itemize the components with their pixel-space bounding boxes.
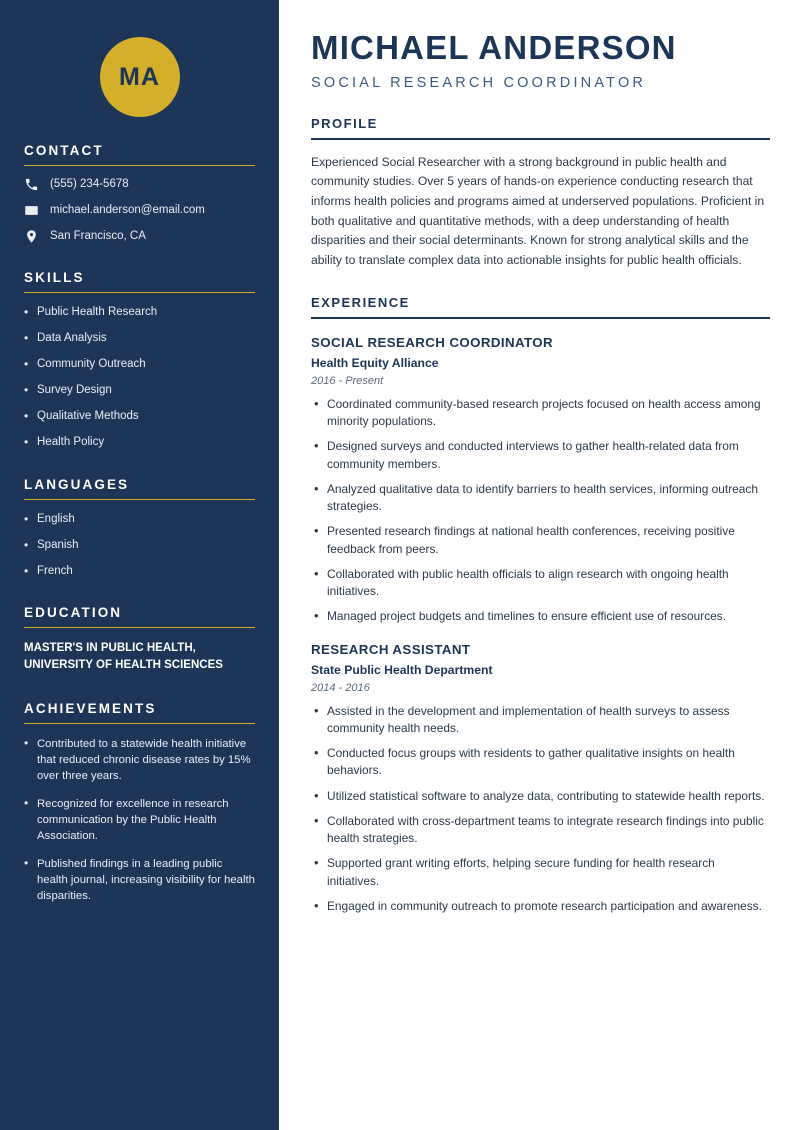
list-item: • Published findings in a leading public health journal, increasing visibility for health disparities. [24, 856, 255, 904]
contact-email-value: michael.anderson@email.com [50, 204, 205, 216]
profile-divider [311, 138, 770, 140]
list-item: • English [24, 512, 255, 528]
experience-section [311, 295, 770, 915]
page-title: MICHAEL ANDERSON [311, 29, 677, 66]
experience-bullets [311, 396, 770, 626]
contact-heading: CONTACT [24, 143, 104, 158]
profile-heading: PROFILE [311, 116, 378, 132]
education-degree [24, 640, 255, 675]
sidebar [0, 0, 279, 1130]
experience-bullets [311, 703, 770, 916]
contact-divider [24, 165, 255, 166]
list-item: • Health Policy [24, 435, 255, 451]
skills-section [24, 270, 255, 451]
phone-icon [24, 177, 39, 192]
list-item: • Coordinated community-based research projects focused on health access among minority populations. [311, 396, 770, 431]
list-item: • Collaborated with public health officials to align research with ongoing health initiatives. [311, 566, 770, 601]
education-heading: EDUCATION [24, 605, 123, 621]
experience-job-title: RESEARCH ASSISTANT [311, 641, 471, 657]
languages-section [24, 477, 255, 580]
experience-company: State Public Health Department [311, 662, 493, 677]
list-item: • Public Health Research [24, 305, 255, 321]
list-item: • Utilized statistical software to analyze data, contributing to statewide health reports. [311, 788, 770, 805]
list-item: • Supported grant writing efforts, helping secure funding for health research initiatives. [311, 855, 770, 890]
experience-entry [311, 642, 770, 916]
languages-heading: LANGUAGES [24, 476, 130, 492]
languages-divider [24, 499, 255, 500]
languages-list [24, 512, 255, 580]
list-item: • Engaged in community outreach to promote research participation and awareness. [311, 898, 770, 915]
contact-phone-value: (555) 234-5678 [50, 178, 129, 190]
contact-phone[interactable] [24, 178, 255, 192]
experience-job-title: SOCIAL RESEARCH COORDINATOR [311, 334, 554, 350]
education-degree-line2: UNIVERSITY OF HEALTH SCIENCES [24, 659, 223, 672]
list-item: • Managed project budgets and timelines to ensure efficient use of resources. [311, 608, 770, 625]
list-item: • Community Outreach [24, 357, 255, 373]
contact-section [24, 143, 255, 244]
list-item: • Analyzed qualitative data to identify barriers to health services, informing outreach strategies. [311, 481, 770, 516]
education-section [24, 605, 255, 675]
skills-list [24, 305, 255, 451]
contact-location-value: San Francisco, CA [50, 230, 146, 242]
main-content [279, 0, 800, 1130]
skills-heading: SKILLS [24, 270, 85, 285]
experience-heading: EXPERIENCE [311, 295, 410, 311]
contact-location[interactable] [24, 230, 255, 244]
list-item: • Conducted focus groups with residents to gather qualitative insights on health behaviors. [311, 745, 770, 780]
achievements-section [24, 701, 255, 904]
experience-divider [311, 317, 770, 319]
list-item: • Spanish [24, 538, 255, 554]
achievements-divider [24, 723, 255, 724]
job-role-subtitle: SOCIAL RESEARCH COORDINATOR [311, 75, 647, 92]
education-divider [24, 627, 255, 628]
list-item: • Assisted in the development and implementation of health surveys to assess community health needs. [311, 703, 770, 738]
list-item: • Survey Design [24, 383, 255, 399]
envelope-icon [24, 203, 39, 218]
skills-divider [24, 292, 255, 293]
experience-company: Health Equity Alliance [311, 355, 439, 370]
education-degree-line1: MASTER'S IN PUBLIC HEALTH, [24, 642, 196, 655]
list-item: • Collaborated with cross-department teams to integrate research findings into public health strategies. [311, 813, 770, 848]
profile-text: Experienced Social Researcher with a strong background in public health and community studies. Over 5 years of hands-on experience conducting research that informs health policies and programs aimed at underserved populations. Proficient in both qualitative and quantitative methods, with a deep understanding of health disparities and their social determinants. Known for strong analytical skills and the ability to translate complex data into actionable insights for public health officials. [311, 154, 765, 267]
list-item: • Presented research findings at national health conferences, receiving positive feedback from peers. [311, 523, 770, 558]
profile-section [311, 116, 770, 270]
contact-email[interactable] [24, 204, 255, 218]
list-item: • Recognized for excellence in research communication by the Public Health Association. [24, 796, 255, 844]
experience-dates: 2016 - Present [311, 374, 384, 387]
avatar-container [24, 37, 255, 117]
list-item: • Data Analysis [24, 331, 255, 347]
avatar: MA [100, 37, 180, 117]
experience-dates: 2014 - 2016 [311, 681, 370, 694]
location-pin-icon [24, 229, 39, 244]
list-item: • French [24, 564, 255, 580]
achievements-heading: ACHIEVEMENTS [24, 700, 157, 716]
list-item: • Contributed to a statewide health initiative that reduced chronic disease rates by 15% over three years. [24, 736, 255, 784]
experience-entry [311, 335, 770, 626]
list-item: • Designed surveys and conducted interviews to gather health-related data from community members. [311, 438, 770, 473]
list-item: • Qualitative Methods [24, 409, 255, 425]
achievements-list [24, 736, 255, 904]
